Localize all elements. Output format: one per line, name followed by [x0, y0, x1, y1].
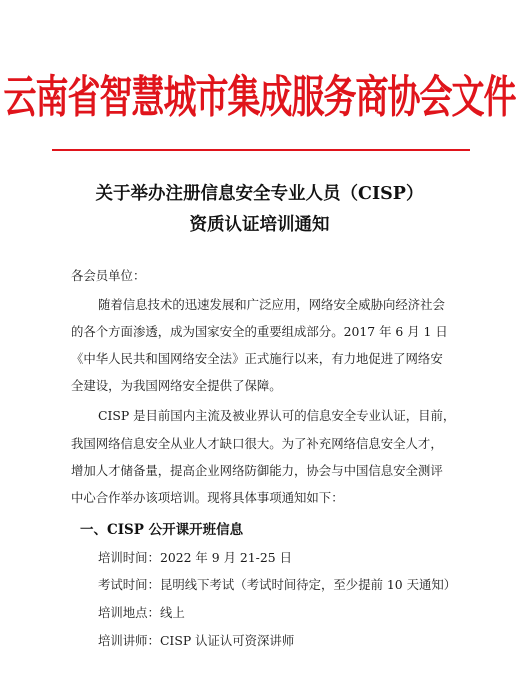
training-location: 培训地点：线上: [98, 605, 185, 620]
training-instructor: 培训讲师：CISP 认证认可资深讲师: [98, 633, 295, 648]
paragraph-2-line-3: 增加人才储备量，提高企业网络防御能力，协会与中国信息安全测评: [71, 463, 443, 478]
section-1-heading: 一、CISP 公开课开班信息: [80, 522, 244, 538]
paragraph-1-line-3: 《中华人民共和国网络安全法》正式施行以来，有力地促进了网络安: [71, 351, 443, 366]
paragraph-1-line-1: 随着信息技术的迅速发展和广泛应用，网络安全威胁向经济社会: [98, 297, 445, 312]
paragraph-1-line-4: 全建设，为我国网络安全提供了保障。: [71, 378, 282, 393]
training-time: 培训时间：2022 年 9 月 21-25 日: [98, 550, 292, 565]
paragraph-2-line-2: 我国网络信息安全从业人才缺口很大。为了补充网络信息安全人才，: [71, 436, 443, 451]
document-title-line-2: 资质认证培训通知: [189, 215, 330, 235]
masthead-rule: [52, 149, 470, 151]
paragraph-1-line-2: 的各个方面渗透，成为国家安全的重要组成部分。2017 年 6 月 1 日: [71, 324, 448, 339]
salutation: 各会员单位：: [71, 268, 146, 283]
document-title-line-1: 关于举办注册信息安全专业人员（CISP）: [95, 184, 424, 204]
paragraph-2-line-4: 中心合作举办该项培训。现将具体事项通知如下：: [71, 490, 344, 505]
paragraph-2-line-1: CISP 是目前国内主流及被业界认可的信息安全专业认证，目前，: [98, 408, 456, 423]
document-masthead: 云南省智慧城市集成服务商协会文件: [3, 70, 516, 123]
exam-time: 考试时间：昆明线下考试（考试时间待定，至少提前 10 天通知）: [98, 577, 457, 592]
